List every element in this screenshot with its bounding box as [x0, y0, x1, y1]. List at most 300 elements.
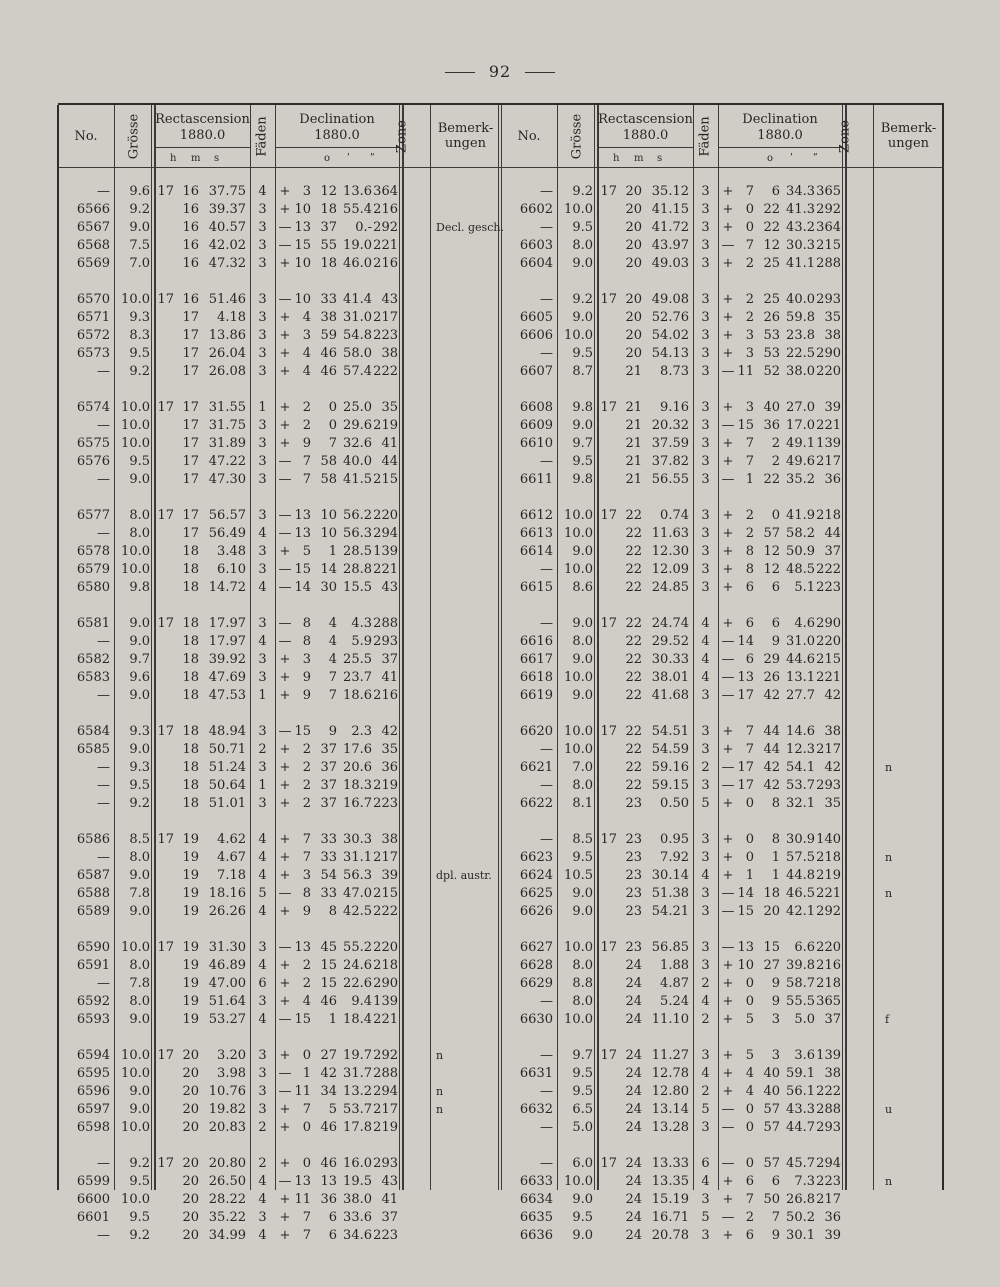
- zone-number: 290: [373, 976, 398, 991]
- decl-degrees: 3: [302, 868, 311, 883]
- ra-hours: 17: [157, 724, 174, 739]
- table-row: [501, 723, 944, 741]
- decl-sign: +: [722, 508, 734, 523]
- decl-seconds: 5.1: [794, 580, 815, 595]
- decl-seconds: 17.6: [343, 742, 372, 757]
- decl-minutes: 5: [328, 1102, 337, 1117]
- decl-seconds: 22.5: [786, 346, 815, 361]
- decl-minutes: 6: [328, 1228, 337, 1243]
- magnitude: 10.0: [121, 292, 150, 307]
- zone-number: 364: [816, 220, 841, 235]
- table-row: [58, 435, 501, 453]
- ra-seconds: 51.01: [208, 796, 246, 811]
- magnitude: 9.5: [129, 1174, 150, 1189]
- star-number: 6597: [76, 1102, 110, 1117]
- table-row: [501, 309, 944, 327]
- magnitude: 9.2: [129, 202, 150, 217]
- decl-sign: +: [722, 742, 734, 757]
- decl-minutes: 25: [763, 292, 780, 307]
- ra-minutes: 24: [625, 1048, 642, 1063]
- decl-sign: +: [722, 580, 734, 595]
- ra-seconds: 4.87: [660, 976, 689, 991]
- table-row: [58, 363, 501, 381]
- ra-seconds: 29.52: [651, 634, 689, 649]
- decl-minutes: 44: [763, 724, 780, 739]
- decl-seconds: 18.3: [343, 778, 372, 793]
- magnitude: 9.2: [572, 292, 593, 307]
- magnitude: 9.0: [572, 418, 593, 433]
- decl-seconds: 25.0: [343, 400, 372, 415]
- decl-seconds: 19.0: [343, 238, 372, 253]
- ra-seconds: 51.46: [208, 292, 246, 307]
- decl-minutes: 12: [763, 238, 780, 253]
- decl-degrees: 3: [745, 328, 754, 343]
- ra-minutes: 17: [182, 400, 199, 415]
- table-row: [58, 777, 501, 795]
- star-number: 6590: [76, 940, 110, 955]
- zone-number: 221: [373, 1012, 398, 1027]
- ra-seconds: 37.75: [208, 184, 246, 199]
- decl-sign: +: [722, 436, 734, 451]
- header-rectascension: Rectascension: [155, 112, 250, 127]
- zone-number: 217: [373, 1102, 398, 1117]
- remark: n: [436, 1103, 444, 1116]
- ra-seconds: 12.30: [651, 544, 689, 559]
- table-row: [58, 1011, 501, 1029]
- decl-seconds: 18.4: [343, 1012, 372, 1027]
- magnitude: 9.2: [129, 796, 150, 811]
- zone-number: 222: [816, 562, 841, 577]
- threads-count: 4: [701, 1174, 710, 1189]
- decl-degrees: 14: [737, 634, 754, 649]
- threads-count: 3: [701, 310, 710, 325]
- ra-minutes: 24: [625, 958, 642, 973]
- decl-seconds: 23.7: [343, 670, 372, 685]
- ra-seconds: 51.64: [208, 994, 246, 1009]
- decl-minutes: 3: [771, 1012, 780, 1027]
- decl-degrees: 8: [745, 544, 754, 559]
- decl-unit-label: o: [324, 153, 331, 164]
- decl-seconds: 41.5: [343, 472, 372, 487]
- decl-sign: +: [722, 346, 734, 361]
- ra-seconds: 10.76: [208, 1084, 246, 1099]
- decl-degrees: 17: [737, 688, 754, 703]
- header-bottom-rule: [58, 167, 501, 168]
- threads-count: 4: [701, 652, 710, 667]
- magnitude: 8.0: [129, 850, 150, 865]
- ra-minutes: 24: [625, 1102, 642, 1117]
- ra-seconds: 12.80: [651, 1084, 689, 1099]
- ra-minutes: 22: [625, 562, 642, 577]
- threads-count: 3: [701, 184, 710, 199]
- decl-seconds: 44.6: [786, 652, 815, 667]
- decl-minutes: 18: [763, 886, 780, 901]
- decl-seconds: 38.0: [343, 1192, 372, 1207]
- ra-minutes: 24: [625, 1066, 642, 1081]
- threads-count: 3: [258, 724, 267, 739]
- decl-degrees: 1: [302, 1066, 311, 1081]
- star-number: 6617: [519, 652, 553, 667]
- decl-degrees: 3: [302, 328, 311, 343]
- star-number: 6578: [76, 544, 110, 559]
- decl-sign: +: [722, 1192, 734, 1207]
- star-number: —: [540, 1156, 553, 1171]
- decl-degrees: 14: [294, 580, 311, 595]
- threads-count: 3: [258, 544, 267, 559]
- zone-number: 220: [373, 508, 398, 523]
- star-number: —: [540, 778, 553, 793]
- zone-number: 217: [816, 454, 841, 469]
- decl-seconds: 17.8: [343, 1120, 372, 1135]
- decl-seconds: 46.5: [786, 886, 815, 901]
- decl-degrees: 7: [302, 472, 311, 487]
- star-number: 6594: [76, 1048, 110, 1063]
- threads-count: 3: [258, 760, 267, 775]
- zone-number: 215: [816, 652, 841, 667]
- decl-degrees: 6: [745, 1174, 754, 1189]
- decl-minutes: 37: [320, 760, 337, 775]
- ra-seconds: 49.03: [651, 256, 689, 271]
- star-number: 6608: [519, 400, 553, 415]
- decl-degrees: 7: [302, 832, 311, 847]
- threads-count: 3: [701, 778, 710, 793]
- threads-count: 3: [701, 472, 710, 487]
- threads-count: 4: [258, 1174, 267, 1189]
- zone-number: 364: [373, 184, 398, 199]
- ra-hours: 17: [600, 616, 617, 631]
- decl-minutes: 12: [763, 562, 780, 577]
- decl-sign: +: [279, 652, 291, 667]
- star-number: 6628: [519, 958, 553, 973]
- zone-number: 218: [816, 976, 841, 991]
- ra-minutes: 16: [182, 292, 199, 307]
- ra-minutes: 22: [625, 688, 642, 703]
- table-row: [58, 849, 501, 867]
- star-number: 6610: [519, 436, 553, 451]
- decl-sign: —: [721, 1120, 735, 1135]
- ra-seconds: 47.69: [208, 670, 246, 685]
- star-number: 6606: [519, 328, 553, 343]
- decl-minutes: 26: [763, 310, 780, 325]
- zone-number: 139: [373, 994, 398, 1009]
- table-row: [501, 435, 944, 453]
- ra-minutes: 17: [182, 364, 199, 379]
- ra-seconds: 47.53: [208, 688, 246, 703]
- zone-number: 37: [824, 1012, 841, 1027]
- table-row: [58, 651, 501, 669]
- decl-sign: —: [278, 1174, 292, 1189]
- threads-count: 2: [701, 1012, 710, 1027]
- ra-seconds: 41.72: [651, 220, 689, 235]
- star-number: —: [97, 1156, 110, 1171]
- threads-count: 4: [258, 1228, 267, 1243]
- magnitude: 8.0: [572, 778, 593, 793]
- ra-seconds: 53.27: [208, 1012, 246, 1027]
- star-number: —: [97, 184, 110, 199]
- threads-count: 3: [258, 508, 267, 523]
- magnitude: 8.8: [572, 976, 593, 991]
- header-faeden: Fäden: [254, 116, 270, 157]
- decl-sign: +: [722, 328, 734, 343]
- threads-count: 3: [258, 202, 267, 217]
- zone-number: 294: [816, 1156, 841, 1171]
- header-rectascension: Rectascension: [598, 112, 693, 127]
- zone-number: 38: [824, 328, 841, 343]
- ra-seconds: 4.67: [217, 850, 246, 865]
- decl-seconds: 22.6: [343, 976, 372, 991]
- decl-seconds: 49.1: [786, 436, 815, 451]
- ra-unit-label: m: [191, 153, 201, 164]
- star-number: —: [540, 562, 553, 577]
- decl-minutes: 4: [328, 652, 337, 667]
- ra-minutes: 17: [182, 346, 199, 361]
- ra-minutes: 20: [625, 220, 642, 235]
- table-row: [501, 1155, 944, 1173]
- table-row: [501, 903, 944, 921]
- magnitude: 8.0: [129, 994, 150, 1009]
- star-number: 6624: [519, 868, 553, 883]
- star-number: —: [97, 796, 110, 811]
- remark: n: [436, 1049, 444, 1062]
- magnitude: 9.5: [572, 1210, 593, 1225]
- star-number: 6591: [76, 958, 110, 973]
- zone-number: 294: [373, 1084, 398, 1099]
- table-row: [58, 255, 501, 273]
- star-number: 6619: [519, 688, 553, 703]
- star-number: —: [540, 1048, 553, 1063]
- zone-number: 292: [816, 904, 841, 919]
- star-number: 6575: [76, 436, 110, 451]
- table-row: [501, 669, 944, 687]
- ra-minutes: 24: [625, 1174, 642, 1189]
- ra-unit-label: h: [170, 153, 177, 164]
- table-row: [501, 651, 944, 669]
- header-bemerkungen-1: Bemerk-: [437, 121, 494, 136]
- star-number: 6621: [519, 760, 553, 775]
- decl-seconds: 47.0: [343, 886, 372, 901]
- decl-sign: +: [722, 1174, 734, 1189]
- decl-minutes: 52: [763, 364, 780, 379]
- star-number: 6631: [519, 1066, 553, 1081]
- magnitude: 8.0: [129, 526, 150, 541]
- decl-degrees: 4: [302, 994, 311, 1009]
- ra-seconds: 54.51: [651, 724, 689, 739]
- star-number: —: [540, 616, 553, 631]
- magnitude: 9.5: [129, 1210, 150, 1225]
- decl-minutes: 9: [771, 634, 780, 649]
- decl-minutes: 42: [320, 1066, 337, 1081]
- decl-minutes: 57: [763, 1102, 780, 1117]
- ra-minutes: 16: [182, 238, 199, 253]
- header-ra-epoch: 1880.0: [179, 128, 226, 143]
- ra-seconds: 48.94: [208, 724, 246, 739]
- decl-degrees: 13: [294, 508, 311, 523]
- zone-number: 220: [816, 940, 841, 955]
- decl-minutes: 27: [763, 958, 780, 973]
- decl-seconds: 30.3: [786, 238, 815, 253]
- threads-count: 3: [701, 940, 710, 955]
- threads-count: 4: [701, 994, 710, 1009]
- magnitude: 9.6: [129, 184, 150, 199]
- ra-seconds: 20.78: [651, 1228, 689, 1243]
- decl-minutes: 12: [763, 544, 780, 559]
- ra-minutes: 21: [625, 454, 642, 469]
- table-row: [501, 1191, 944, 1209]
- decl-minutes: 15: [763, 940, 780, 955]
- ra-seconds: 24.74: [651, 616, 689, 631]
- table-row: [58, 417, 501, 435]
- decl-seconds: 41.1: [786, 256, 815, 271]
- ra-seconds: 40.57: [208, 220, 246, 235]
- decl-sign: +: [279, 364, 291, 379]
- ra-minutes: 17: [182, 526, 199, 541]
- decl-sign: —: [278, 454, 292, 469]
- ra-seconds: 12.78: [651, 1066, 689, 1081]
- table-row: [501, 345, 944, 363]
- header-bottom-rule: [501, 167, 944, 168]
- decl-degrees: 4: [302, 310, 311, 325]
- threads-count: 6: [701, 1156, 710, 1171]
- magnitude: 9.3: [129, 760, 150, 775]
- decl-degrees: 13: [294, 1174, 311, 1189]
- decl-degrees: 5: [302, 544, 311, 559]
- decl-minutes: 33: [320, 850, 337, 865]
- star-number: 6572: [76, 328, 110, 343]
- zone-number: 293: [373, 634, 398, 649]
- decl-seconds: 24.6: [343, 958, 372, 973]
- ra-minutes: 17: [182, 310, 199, 325]
- star-number: 6607: [519, 364, 553, 379]
- star-number: 6630: [519, 1012, 553, 1027]
- decl-degrees: 0: [302, 1048, 311, 1063]
- star-number: 6615: [519, 580, 553, 595]
- decl-minutes: 37: [320, 220, 337, 235]
- table-row: [58, 309, 501, 327]
- zone-number: 221: [816, 886, 841, 901]
- ra-seconds: 39.92: [208, 652, 246, 667]
- magnitude: 9.2: [129, 1156, 150, 1171]
- decl-degrees: 0: [745, 850, 754, 865]
- table-row: [58, 669, 501, 687]
- zone-number: 220: [816, 634, 841, 649]
- ra-seconds: 47.32: [208, 256, 246, 271]
- decl-minutes: 29: [763, 652, 780, 667]
- decl-seconds: 30.3: [343, 832, 372, 847]
- decl-seconds: 59.8: [786, 310, 815, 325]
- ra-seconds: 31.55: [208, 400, 246, 415]
- decl-seconds: 13.6: [343, 184, 372, 199]
- decl-sign: —: [278, 1012, 292, 1027]
- decl-minutes: 33: [320, 886, 337, 901]
- zone-number: 42: [824, 760, 841, 775]
- decl-seconds: 55.4: [343, 202, 372, 217]
- decl-seconds: 13.1: [786, 670, 815, 685]
- star-number: 6620: [519, 724, 553, 739]
- decl-minutes: 12: [320, 184, 337, 199]
- zone-number: 36: [381, 760, 398, 775]
- star-number: 6622: [519, 796, 553, 811]
- threads-count: 3: [258, 940, 267, 955]
- ra-minutes: 18: [182, 742, 199, 757]
- zone-number: 216: [816, 958, 841, 973]
- decl-seconds: 3.6: [794, 1048, 815, 1063]
- threads-count: 3: [258, 418, 267, 433]
- decl-sign: +: [722, 292, 734, 307]
- decl-seconds: 41.3: [786, 202, 815, 217]
- table-row: [501, 759, 944, 777]
- zone-number: 140: [816, 832, 841, 847]
- decl-degrees: 13: [294, 220, 311, 235]
- magnitude: 10.0: [564, 670, 593, 685]
- ra-seconds: 51.24: [208, 760, 246, 775]
- magnitude: 9.0: [129, 904, 150, 919]
- magnitude: 10.0: [121, 1066, 150, 1081]
- header-ra-epoch: 1880.0: [622, 128, 669, 143]
- ra-hours: 17: [600, 400, 617, 415]
- decl-minutes: 8: [771, 796, 780, 811]
- decl-minutes: 6: [771, 1174, 780, 1189]
- star-number: 6567: [76, 220, 110, 235]
- ra-hours: 17: [157, 508, 174, 523]
- decl-seconds: 17.0: [786, 418, 815, 433]
- ra-seconds: 26.50: [208, 1174, 246, 1189]
- ra-seconds: 11.10: [651, 1012, 689, 1027]
- threads-count: 4: [258, 1012, 267, 1027]
- ra-seconds: 11.63: [651, 526, 689, 541]
- decl-seconds: 40.0: [786, 292, 815, 307]
- ra-minutes: 20: [625, 202, 642, 217]
- decl-sign: +: [279, 742, 291, 757]
- decl-degrees: 7: [302, 1228, 311, 1243]
- decl-sign: +: [279, 436, 291, 451]
- star-number: 6598: [76, 1120, 110, 1135]
- ra-minutes: 20: [182, 1048, 199, 1063]
- decl-seconds: 34.6: [343, 1228, 372, 1243]
- ra-minutes: 17: [182, 472, 199, 487]
- magnitude: 9.7: [572, 436, 593, 451]
- decl-sign: —: [721, 418, 735, 433]
- decl-seconds: 4.6: [794, 616, 815, 631]
- zone-number: 294: [373, 526, 398, 541]
- table-row: [58, 1191, 501, 1209]
- zone-number: 220: [373, 940, 398, 955]
- decl-header-rule: [275, 147, 399, 148]
- magnitude: 9.0: [129, 688, 150, 703]
- decl-degrees: 0: [745, 1102, 754, 1117]
- ra-seconds: 17.97: [208, 616, 246, 631]
- zone-number: 36: [824, 1210, 841, 1225]
- decl-minutes: 4: [328, 634, 337, 649]
- ra-minutes: 18: [182, 634, 199, 649]
- magnitude: 8.0: [572, 238, 593, 253]
- ra-minutes: 19: [182, 976, 199, 991]
- star-number: —: [540, 292, 553, 307]
- threads-count: 3: [258, 328, 267, 343]
- magnitude: 7.0: [572, 760, 593, 775]
- threads-count: 3: [258, 1102, 267, 1117]
- threads-count: 3: [701, 1120, 710, 1135]
- zone-number: 290: [816, 616, 841, 631]
- ra-minutes: 20: [182, 1174, 199, 1189]
- decl-sign: —: [721, 472, 735, 487]
- ra-hours: 17: [157, 1048, 174, 1063]
- zone-number: 217: [816, 1192, 841, 1207]
- decl-minutes: 42: [763, 760, 780, 775]
- magnitude: 10.0: [564, 724, 593, 739]
- ra-seconds: 42.02: [208, 238, 246, 253]
- decl-seconds: 33.6: [343, 1210, 372, 1225]
- decl-degrees: 6: [745, 652, 754, 667]
